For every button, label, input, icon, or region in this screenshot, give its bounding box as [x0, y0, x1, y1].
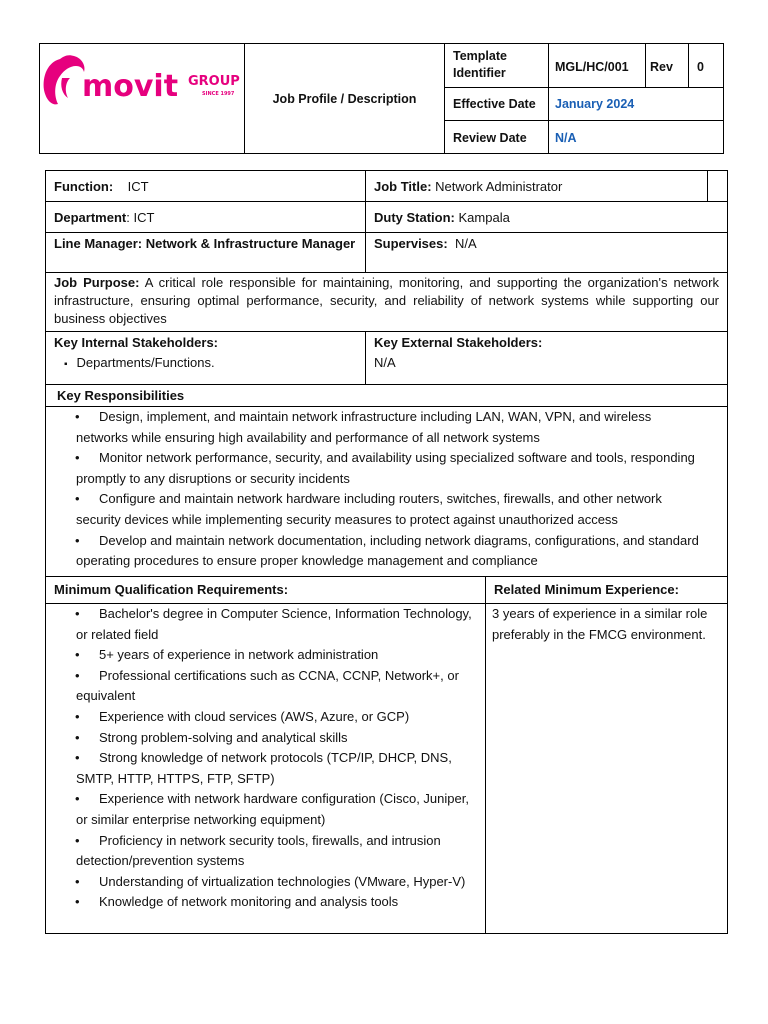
- qualifications-label: Minimum Qualification Requirements:: [54, 582, 289, 597]
- list-item: • Strong problem-solving and analytical skills: [76, 728, 481, 749]
- line-manager-label: Line Manager: Network & Infrastructure Manager: [54, 236, 356, 251]
- list-item: • Understanding of virtualization technologies (VMware, Hyper-V): [76, 872, 481, 893]
- list-item: • Bachelor's degree in Computer Science, Information Technology, or related field: [76, 604, 481, 645]
- experience-value: 3 years of experience in a similar role preferably in the FMCG environment.: [492, 606, 708, 642]
- function-cell: [46, 171, 366, 202]
- key-responsibilities-label: Key Responsibilities: [57, 388, 185, 403]
- external-stakeholders-cell: [366, 332, 728, 385]
- logo-cell: [40, 44, 245, 154]
- list-item: • Professional certifications such as CCNA, CCNP, Network+, or equivalent: [76, 666, 481, 707]
- external-stakeholders-value: N/A: [374, 355, 396, 370]
- header-table: [39, 43, 724, 154]
- job-purpose-cell: [46, 273, 728, 332]
- job-profile-table: [45, 170, 728, 934]
- job-title-value: Network Administrator: [435, 179, 563, 194]
- effective-date-value: January 2024: [549, 88, 724, 121]
- effective-date-label: Effective Date: [445, 88, 549, 121]
- blank-cell: [708, 171, 728, 202]
- rev-label: Rev: [646, 44, 689, 88]
- department-cell: [46, 202, 366, 233]
- internal-stakeholders-list: [54, 353, 357, 375]
- review-date-value: N/A: [549, 121, 724, 154]
- rev-value: 0: [689, 44, 724, 88]
- job-purpose-label: Job Purpose:: [54, 275, 140, 290]
- list-item: • Proficiency in network security tools, firewalls, and intrusion detection/prevention systems: [76, 831, 481, 872]
- list-item: • Strong knowledge of network protocols (TCP/IP, DHCP, DNS, SMTP, HTTP, HTTPS, FTP, SFTP): [76, 748, 481, 789]
- internal-stakeholders-cell: [46, 332, 366, 385]
- department-value: : ICT: [126, 210, 155, 225]
- line-manager-cell: [46, 233, 366, 273]
- qualifications-header: [46, 577, 486, 604]
- logo-brand: movit: [82, 69, 179, 104]
- department-label: Department: [54, 210, 127, 225]
- job-title-label: Job Title:: [374, 179, 432, 194]
- doc-title: Job Profile / Description: [245, 44, 445, 154]
- list-item: • 5+ years of experience in network administration: [76, 645, 481, 666]
- list-item: • Monitor network performance, security, and availability using specialized software and tools, responding promptly to any disruptions or security incidents: [76, 448, 705, 489]
- key-responsibilities-header: [46, 385, 728, 407]
- logo-since: SINCE 1997: [202, 91, 235, 97]
- qualifications-list: [46, 604, 481, 913]
- list-item: • Design, implement, and maintain network infrastructure including LAN, WAN, VPN, and wireless networks while ensuring high availability and performance of all network systems: [76, 407, 705, 448]
- duty-station-value: Kampala: [458, 210, 510, 225]
- experience-cell: [486, 604, 728, 934]
- supervises-label: Supervises:: [374, 236, 448, 251]
- review-date-label: Review Date: [445, 121, 549, 154]
- responsibilities-list: [46, 407, 705, 572]
- external-stakeholders-label: Key External Stakeholders:: [374, 335, 543, 350]
- template-value: MGL/HC/001: [549, 44, 646, 88]
- duty-station-cell: [366, 202, 728, 233]
- function-value: ICT: [127, 179, 149, 194]
- job-title-cell: [366, 171, 708, 202]
- list-item: • Knowledge of network monitoring and analysis tools: [76, 892, 481, 913]
- function-label: Function:: [54, 179, 114, 194]
- logo-suffix: GROUP: [188, 74, 240, 89]
- job-purpose-value: A critical role responsible for maintaining, monitoring, and supporting the organization's network infrastructure, ensuring optimal performance, security, and reliability of network systems while supporting our business objectives: [54, 275, 720, 326]
- supervises-value: N/A: [454, 236, 477, 251]
- key-responsibilities-cell: [46, 407, 728, 577]
- list-item: • Experience with cloud services (AWS, Azure, or GCP): [76, 707, 481, 728]
- internal-stakeholders-label: Key Internal Stakeholders:: [54, 335, 218, 350]
- experience-header: [486, 577, 728, 604]
- list-item: • Develop and maintain network documentation, including network diagrams, configurations, and standard operating procedures to ensure proper knowledge management and compliance: [76, 531, 705, 572]
- supervises-cell: [366, 233, 728, 273]
- list-item: ▪ Departments/Functions.: [64, 353, 357, 375]
- qualifications-cell: [46, 604, 486, 934]
- movit-group-logo: [40, 44, 244, 152]
- duty-station-label: Duty Station:: [374, 210, 455, 225]
- list-item: • Configure and maintain network hardware including routers, switches, firewalls, and other network security devices while implementing security measures to protect against unauthorized access: [76, 489, 705, 530]
- template-label: Template Identifier: [445, 44, 549, 88]
- experience-label: Related Minimum Experience:: [494, 582, 679, 597]
- list-item: • Experience with network hardware configuration (Cisco, Juniper, or similar enterprise networking equipment): [76, 789, 481, 830]
